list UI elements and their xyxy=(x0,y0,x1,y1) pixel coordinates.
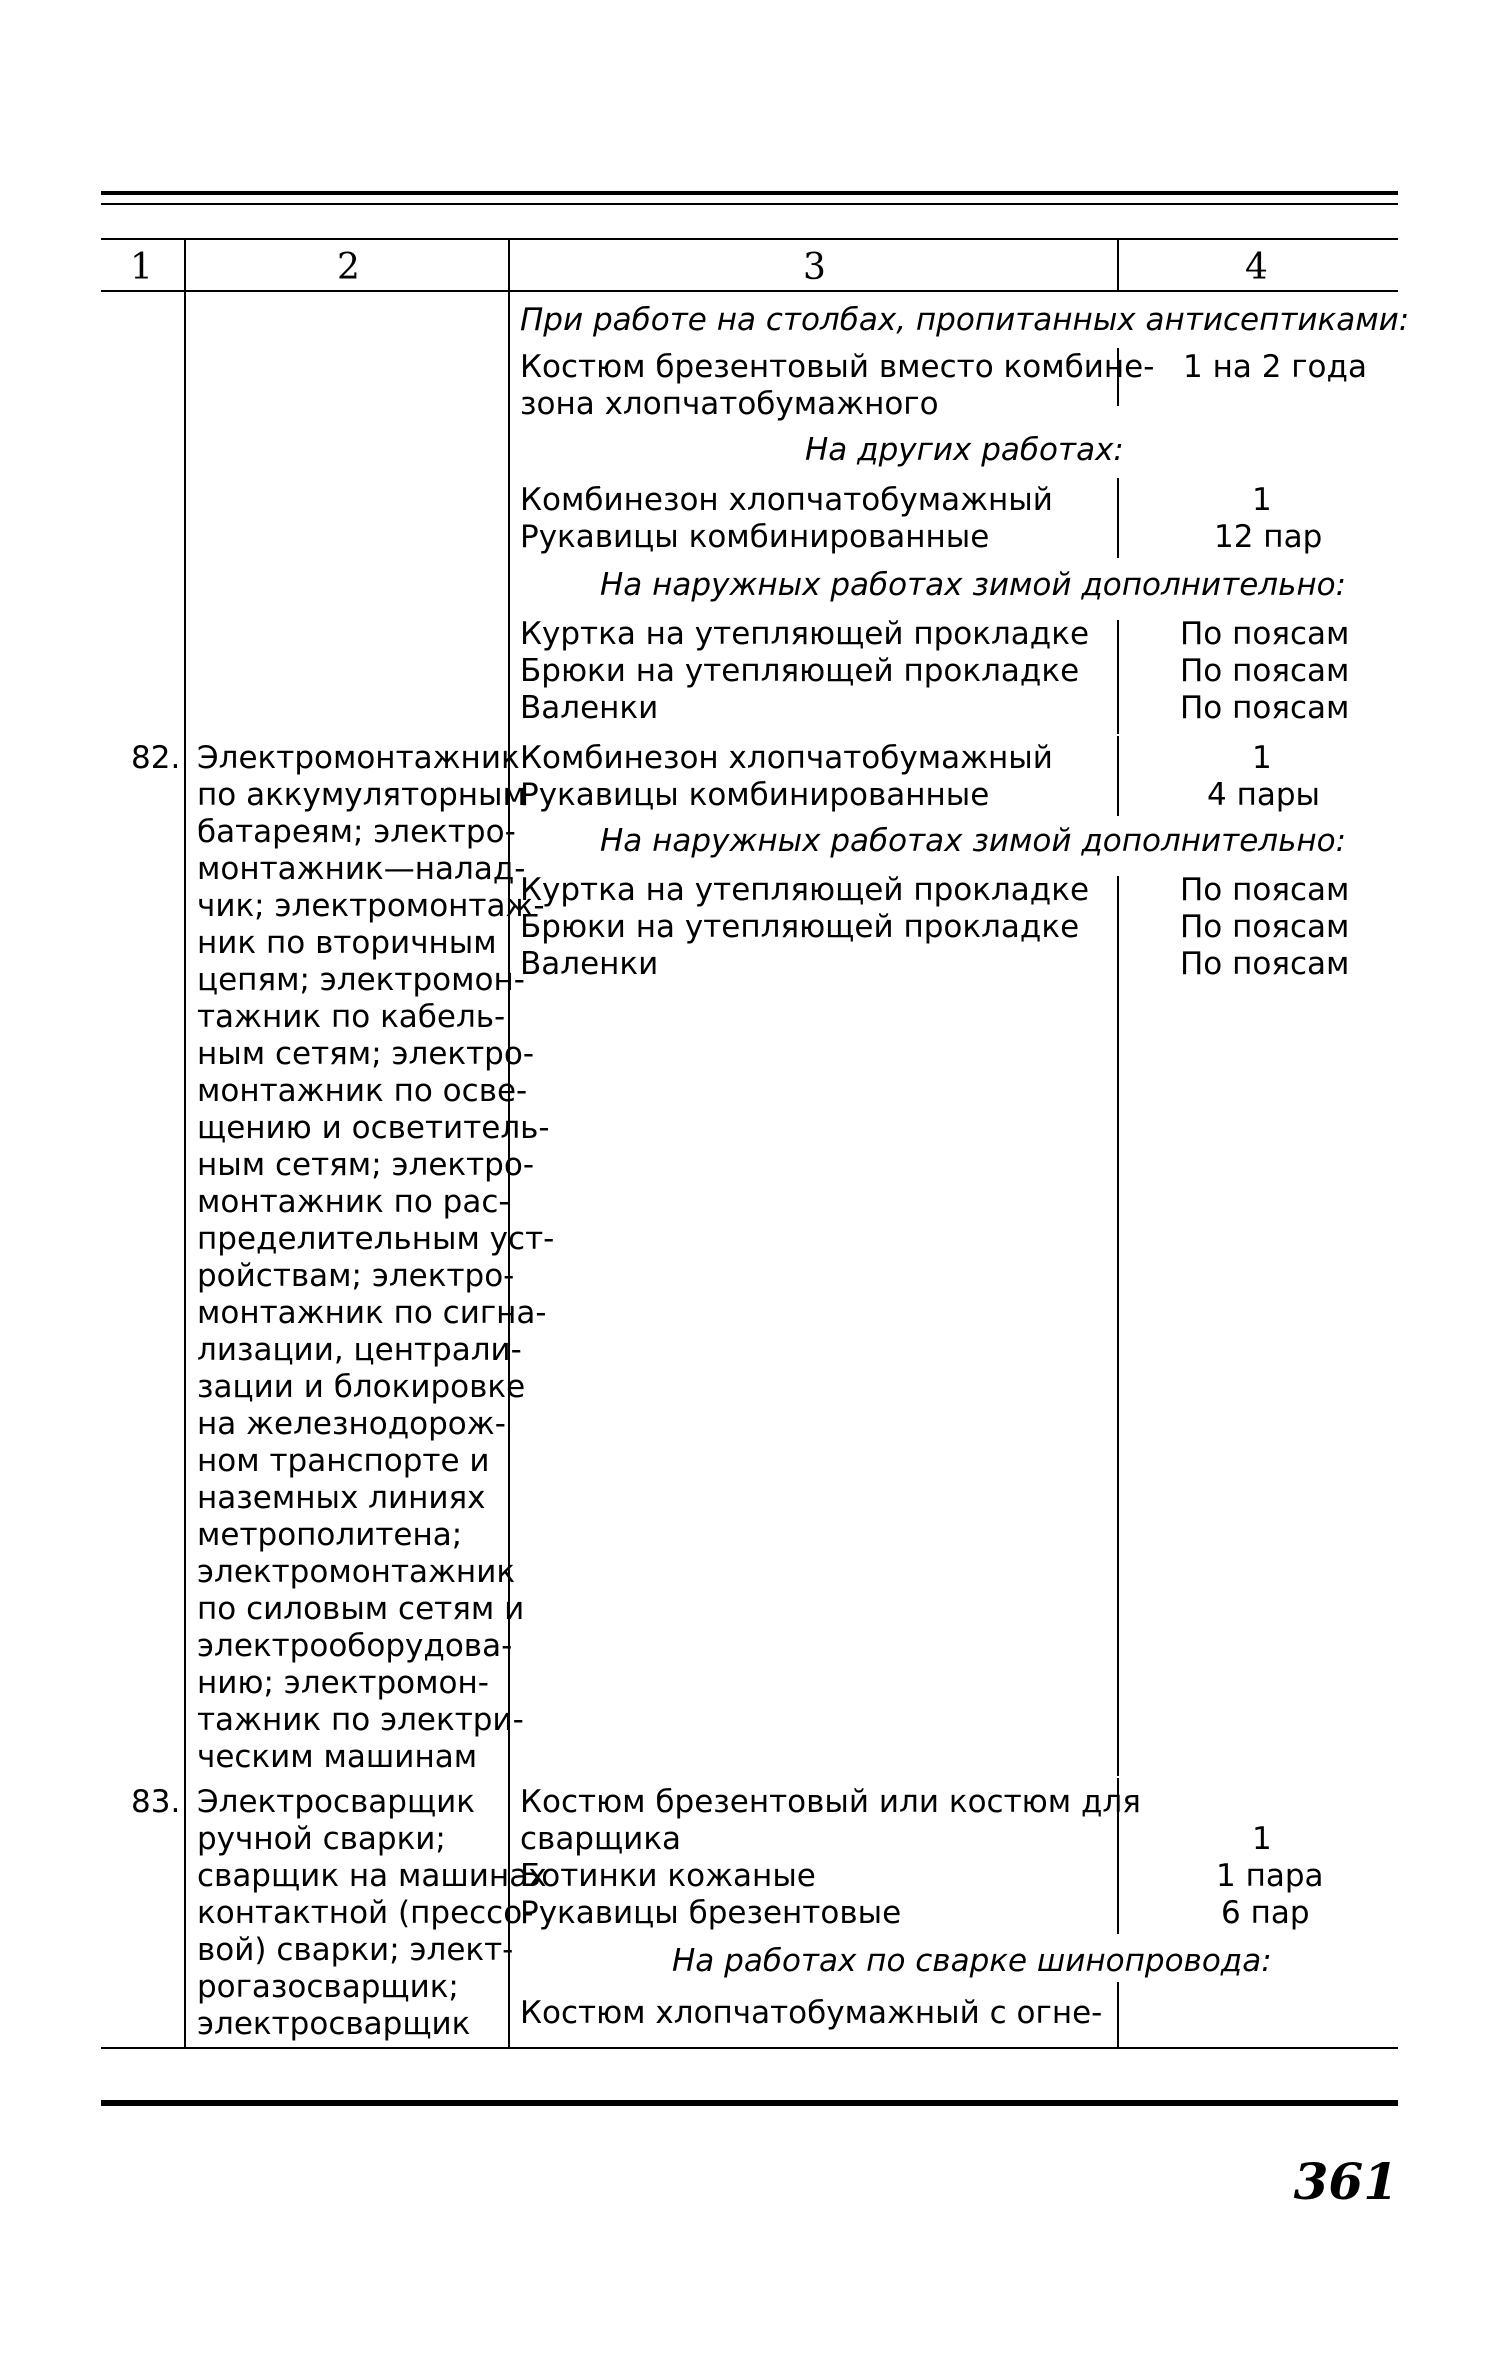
col-header-3: 3 xyxy=(803,247,826,288)
profession-line: по аккумуляторным xyxy=(197,777,526,813)
profession-line: тажник по кабель- xyxy=(197,999,506,1035)
top-rule-2 xyxy=(101,203,1398,205)
item-name: Куртка на утепляющей прокладке xyxy=(520,872,1090,908)
top-rule-1 xyxy=(101,191,1398,195)
item-quantity: 6 пар xyxy=(1221,1895,1310,1931)
section-heading: При работе на столбах, пропитанных антисептиками: xyxy=(520,302,1410,338)
item-quantity: 4 пары xyxy=(1207,777,1320,813)
header-top-line xyxy=(101,238,1398,240)
section-heading: На других работах: xyxy=(805,432,1124,468)
item-name: Костюм брезентовый или костюм для xyxy=(520,1784,1141,1820)
profession-line: лизации, централи- xyxy=(197,1332,522,1368)
profession-line: наземных линиях xyxy=(197,1480,486,1516)
item-name: Рукавицы брезентовые xyxy=(520,1895,902,1931)
item-name: Куртка на утепляющей прокладке xyxy=(520,616,1090,652)
item-name: Комбинезон хлопчатобумажный xyxy=(520,482,1053,518)
profession-line: батареям; электро- xyxy=(197,814,516,850)
item-quantity: 1 на 2 года xyxy=(1183,349,1367,385)
profession-line: пределительным уст- xyxy=(197,1221,555,1257)
col-divider-3e xyxy=(1117,736,1119,816)
col-divider-3a xyxy=(1117,238,1119,290)
footer-thick-rule xyxy=(101,2100,1398,2106)
item-name: сварщика xyxy=(520,1821,682,1857)
col-header-1: 1 xyxy=(130,247,153,288)
profession-line: ческим машинам xyxy=(197,1739,478,1775)
col-header-2: 2 xyxy=(337,247,360,288)
profession-line: ройствам; электро- xyxy=(197,1258,515,1294)
item-name: Костюм хлопчатобумажный с огне- xyxy=(520,1995,1103,2031)
item-name: Валенки xyxy=(520,946,659,982)
item-quantity: 1 xyxy=(1252,1821,1272,1857)
header-bottom-line xyxy=(101,290,1398,292)
profession-line: контактной (прессо- xyxy=(197,1895,534,1931)
profession-line: рогазосварщик; xyxy=(197,1969,459,2005)
item-name: Ботинки кожаные xyxy=(520,1858,816,1894)
profession-line: цепям; электромон- xyxy=(197,962,525,998)
profession-line: тажник по электри- xyxy=(197,1702,524,1738)
item-quantity: По поясам xyxy=(1180,872,1350,908)
profession-line: ным сетям; электро- xyxy=(197,1036,535,1072)
item-quantity: 1 пара xyxy=(1216,1858,1324,1894)
item-name: Валенки xyxy=(520,690,659,726)
col-header-4: 4 xyxy=(1245,247,1268,288)
item-quantity: 1 xyxy=(1252,740,1272,776)
col-divider-1 xyxy=(184,238,186,2048)
profession-line: электромонтажник xyxy=(197,1554,516,1590)
item-name: Комбинезон хлопчатобумажный xyxy=(520,740,1053,776)
col-divider-3f xyxy=(1117,876,1119,1776)
profession-line: монтажник по осве- xyxy=(197,1073,528,1109)
table-bottom-line xyxy=(101,2047,1398,2049)
item-name: Рукавицы комбинированные xyxy=(520,777,990,813)
item-quantity: По поясам xyxy=(1180,653,1350,689)
profession-line: зации и блокировке xyxy=(197,1369,526,1405)
profession-line: по силовым сетям и xyxy=(197,1591,525,1627)
col-divider-3h xyxy=(1117,1982,1119,2048)
item-quantity: По поясам xyxy=(1180,909,1350,945)
profession-line: ном транспорте и xyxy=(197,1443,490,1479)
item-quantity: По поясам xyxy=(1180,616,1350,652)
section-heading: На наружных работах зимой дополнительно: xyxy=(600,567,1347,603)
profession-line: Электросварщик xyxy=(197,1784,476,1820)
item-name: Брюки на утепляющей прокладке xyxy=(520,653,1080,689)
profession-line: чик; электромонтаж- xyxy=(197,888,545,924)
profession-line: щению и осветитель- xyxy=(197,1110,550,1146)
profession-line: монтажник по сигна- xyxy=(197,1295,547,1331)
profession-line: метрополитена; xyxy=(197,1517,463,1553)
item-name: Рукавицы комбинированные xyxy=(520,519,990,555)
section-heading: На работах по сварке шинопровода: xyxy=(672,1943,1272,1979)
item-name: Костюм брезентовый вместо комбине- xyxy=(520,349,1155,385)
profession-line: ным сетям; электро- xyxy=(197,1147,535,1183)
profession-line: электрооборудова- xyxy=(197,1628,513,1664)
profession-line: на железнодорож- xyxy=(197,1406,506,1442)
col-divider-3c xyxy=(1117,478,1119,558)
profession-line: электросварщик xyxy=(197,2006,471,2042)
row-number: 83. xyxy=(131,1784,181,1820)
item-name: зона хлопчатобумажного xyxy=(520,386,939,422)
profession-line: ник по вторичным xyxy=(197,925,497,961)
profession-line: вой) сварки; элект- xyxy=(197,1932,514,1968)
item-quantity: 1 xyxy=(1252,482,1272,518)
item-quantity: По поясам xyxy=(1180,946,1350,982)
row-number: 82. xyxy=(131,740,181,776)
profession-line: нию; электромон- xyxy=(197,1665,489,1701)
profession-line: сварщик на машинах xyxy=(197,1858,547,1894)
col-divider-3d xyxy=(1117,620,1119,734)
item-name: Брюки на утепляющей прокладке xyxy=(520,909,1080,945)
profession-line: монтажник по рас- xyxy=(197,1184,510,1220)
page-number: 361 xyxy=(1293,2152,1398,2211)
profession-line: монтажник—налад- xyxy=(197,851,526,887)
item-quantity: По поясам xyxy=(1180,690,1350,726)
profession-line: Электромонтажник xyxy=(197,740,520,776)
item-quantity: 12 пар xyxy=(1214,519,1323,555)
profession-line: ручной сварки; xyxy=(197,1821,446,1857)
section-heading: На наружных работах зимой дополнительно: xyxy=(600,823,1347,859)
